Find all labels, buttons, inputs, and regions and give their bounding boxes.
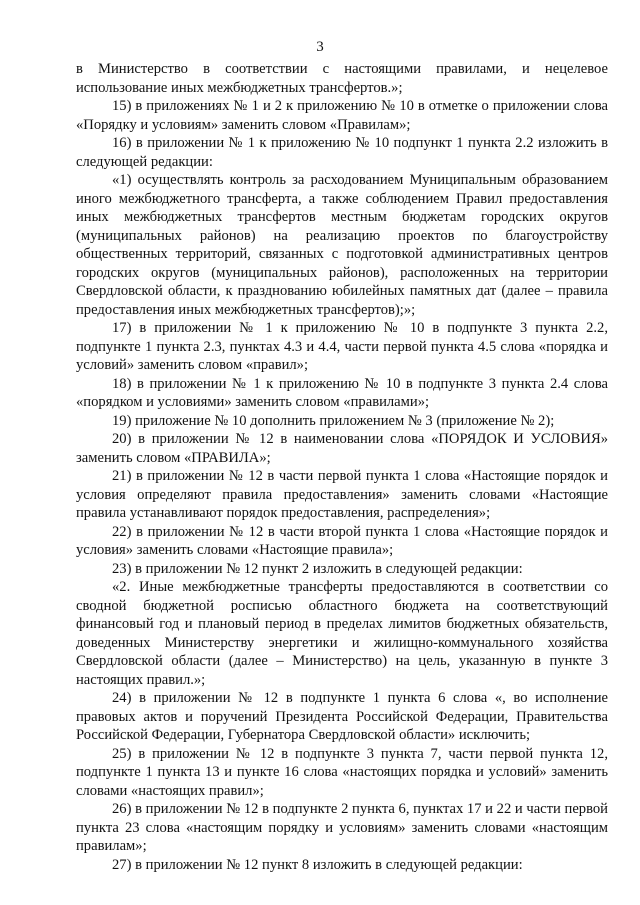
paragraph: «1) осуществлять контроль за расходованием Муниципальным образованием иного межбюджетного трансферта, а также соблюдением Правил предоставления иных межбюджетных трансфертов местным бюджетам городских округов (муниципальных районов) на реализацию проектов по благоустройству общественных территорий, связанных с подготовкой административных центров городских округов (муниципальных районов), расположенных на территории Свердловской области, к празднованию юбилейных памятных дат (далее – правила предоставления иных межбюджетных трансфертов);»; bbox=[76, 172, 608, 318]
paragraph: 21) в приложении № 12 в части первой пункта 1 слова «Настоящие порядок и условия определяют правила предоставления» заменить словами «Настоящие правила устанавливают порядок предоставления, распределения»; bbox=[76, 468, 608, 521]
page-number: 3 bbox=[316, 39, 324, 55]
paragraph: 26) в приложении № 12 в подпункте 2 пункта 6, пунктах 17 и 22 и части первой пункта 23 слова «настоящим порядку и условиям» заменить словами «настоящим правилам»; bbox=[76, 801, 608, 854]
paragraph: «2. Иные межбюджетные трансферты предоставляются в соответствии со сводной бюджетной росписью областного бюджета на соответствующий финансовый год и плановый период в пределах лимитов бюджетных обязательств, доведенных Министерству энергетики и жилищно-коммунального хозяйства Свердловской области (далее – Министерство) на цель, указанную в пункте 3 настоящих правил.»; bbox=[76, 579, 608, 688]
paragraph: 27) в приложении № 12 пункт 8 изложить в следующей редакции: bbox=[112, 856, 523, 873]
paragraph: 23) в приложении № 12 пункт 2 изложить в следующей редакции: bbox=[112, 560, 523, 577]
paragraph: 18) в приложении № 1 к приложению № 10 в подпункте 3 пункта 2.4 слова «порядком и условиями» заменить словом «правилами»; bbox=[76, 375, 608, 410]
paragraph: 16) в приложении № 1 к приложению № 10 подпункт 1 пункта 2.2 изложить в следующей редакции: bbox=[76, 135, 608, 170]
paragraph: 17) в приложении № 1 к приложению № 10 в подпункте 3 пункта 2.2, подпункте 1 пункта 2.3, пунктах 4.3 и 4.4, части первой пункта 4.5 слова «порядка и условий» заменить словом «правил»; bbox=[76, 320, 608, 373]
paragraph: 15) в приложениях № 1 и 2 к приложению № 10 в отметке о приложении слова «Порядку и условиям» заменить словом «Правилам»; bbox=[76, 98, 608, 133]
paragraph: в Министерство в соответствии с настоящими правилами, и нецелевое использование иных межбюджетных трансфертов.»; bbox=[76, 61, 608, 96]
paragraph: 24) в приложении № 12 в подпункте 1 пункта 6 слова «, во исполнение правовых актов и поручений Президента Российской Федерации, Правительства Российской Федерации, Губернатора Свердловской области» исключить; bbox=[76, 690, 608, 743]
paragraph: 19) приложение № 10 дополнить приложением № 3 (приложение № 2); bbox=[112, 412, 555, 429]
paragraph: 20) в приложении № 12 в наименовании слова «ПОРЯДОК И УСЛОВИЯ» заменить словом «ПРАВИЛА»; bbox=[76, 431, 608, 466]
document-body bbox=[76, 60, 608, 874]
paragraph: 25) в приложении № 12 в подпункте 3 пункта 7, части первой пункта 12, подпункте 1 пункта 13 и пункте 16 слова «настоящих порядка и условий» заменить словами «настоящих правил»; bbox=[76, 745, 608, 799]
paragraph: 22) в приложении № 12 в части второй пункта 1 слова «Настоящие порядок и условия» заменить словами «Настоящие правила»; bbox=[76, 523, 608, 558]
